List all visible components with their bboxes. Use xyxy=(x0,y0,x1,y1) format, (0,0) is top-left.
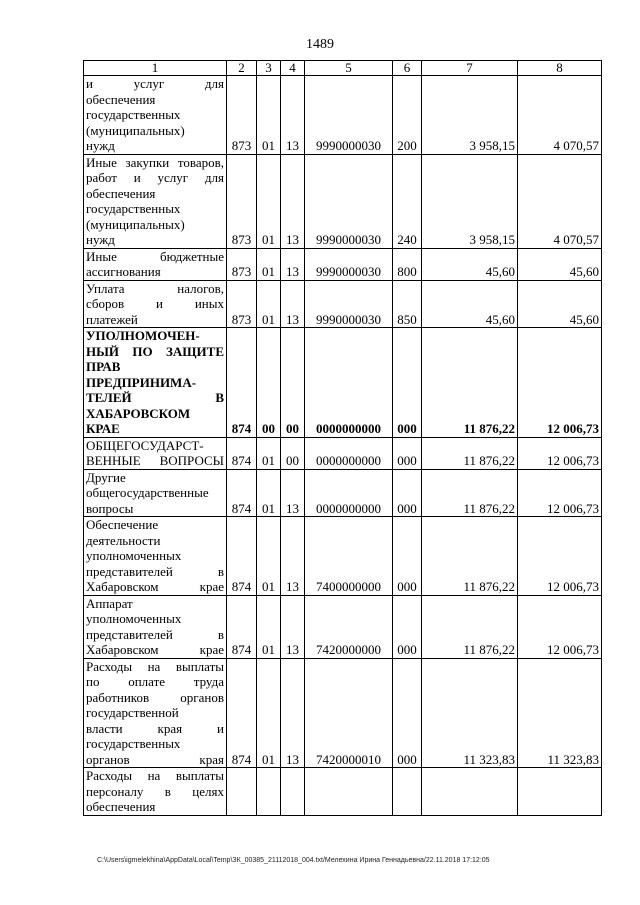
item-name-cell xyxy=(84,248,227,280)
item-name-line: (муниципальных) xyxy=(86,122,185,138)
target-article-cell: 7420000000 xyxy=(305,595,393,658)
item-name-line: (муниципальных) xyxy=(86,216,185,232)
item-name-line: государственных xyxy=(86,736,181,751)
target-article-cell: 0000000000 xyxy=(305,437,393,469)
item-name-line: представителей в xyxy=(86,626,224,642)
subsection-code-cell: 13 xyxy=(281,517,305,596)
amount-year2-cell: 12 006,73 xyxy=(518,328,602,438)
item-name-line: ПРЕДПРИНИМА- xyxy=(86,374,197,390)
amount-year1-cell: 45,60 xyxy=(422,248,518,280)
column-header: 5 xyxy=(305,61,393,76)
expense-type-cell: 000 xyxy=(393,658,422,768)
amount-year1-cell: 11 876,22 xyxy=(422,517,518,596)
expense-type-cell: 000 xyxy=(393,517,422,596)
amount-year2-cell xyxy=(518,768,602,816)
item-name-line: работ и услуг для xyxy=(86,170,224,185)
table-row xyxy=(84,328,602,438)
expense-type-cell: 850 xyxy=(393,280,422,328)
target-article-cell: 9990000030 xyxy=(305,280,393,328)
item-name-line: Расходы на выплаты xyxy=(86,658,224,674)
amount-year2-cell: 4 070,57 xyxy=(518,154,602,248)
subsection-code-cell: 00 xyxy=(281,328,305,438)
target-article-cell: 7400000000 xyxy=(305,517,393,596)
item-name-line: ХАБАРОВСКОМ xyxy=(86,405,191,421)
item-name-line: обеспечения xyxy=(86,185,156,201)
item-name-line: работников органов xyxy=(86,689,224,705)
item-name-line: Другие xyxy=(86,469,126,485)
item-name-line: государственных xyxy=(86,107,181,122)
amount-year2-cell: 45,60 xyxy=(518,248,602,280)
item-name-cell xyxy=(84,76,227,155)
department-code-cell: 874 xyxy=(227,469,257,517)
item-name-line: уполномоченных xyxy=(86,548,182,563)
item-name-line: и услуг для xyxy=(86,76,224,91)
expense-type-cell: 000 xyxy=(393,328,422,438)
table-row xyxy=(84,154,602,248)
column-header: 1 xyxy=(84,61,227,76)
item-name-line: ассигнования xyxy=(86,264,161,279)
item-name-line: по оплате труда xyxy=(86,674,224,689)
expense-type-cell: 800 xyxy=(393,248,422,280)
item-name-line: ПРАВ xyxy=(86,359,121,374)
amount-year2-cell: 12 006,73 xyxy=(518,595,602,658)
amount-year1-cell: 45,60 xyxy=(422,280,518,328)
item-name-line: государственной xyxy=(86,705,179,720)
item-name-cell xyxy=(84,768,227,816)
column-header: 3 xyxy=(257,61,281,76)
item-name-cell xyxy=(84,437,227,469)
item-name-line: сборов и иных xyxy=(86,296,224,311)
subsection-code-cell: 00 xyxy=(281,437,305,469)
subsection-code-cell: 13 xyxy=(281,658,305,768)
amount-year1-cell: 11 876,22 xyxy=(422,437,518,469)
subsection-code-cell: 13 xyxy=(281,595,305,658)
page-number: 1489 xyxy=(306,37,334,52)
item-name-cell xyxy=(84,154,227,248)
section-code-cell: 01 xyxy=(257,280,281,328)
item-name-line: нужд xyxy=(86,138,115,153)
department-code-cell: 873 xyxy=(227,280,257,328)
table-row xyxy=(84,76,602,155)
expense-type-cell: 000 xyxy=(393,469,422,517)
item-name-cell xyxy=(84,658,227,768)
section-code-cell: 00 xyxy=(257,328,281,438)
department-code-cell: 873 xyxy=(227,248,257,280)
item-name-line: уполномоченных xyxy=(86,611,182,626)
item-name-line: деятельности xyxy=(86,532,161,548)
subsection-code-cell xyxy=(281,768,305,816)
amount-year1-cell: 3 958,15 xyxy=(422,76,518,155)
budget-table xyxy=(83,60,602,816)
section-code-cell: 01 xyxy=(257,469,281,517)
section-code-cell: 01 xyxy=(257,154,281,248)
item-name-line: Хабаровском крае xyxy=(86,642,224,657)
item-name-line: ОБЩЕГОСУДАРСТ- xyxy=(86,437,204,453)
department-code-cell: 874 xyxy=(227,658,257,768)
item-name-line: общегосударственные xyxy=(86,485,209,500)
department-code-cell: 874 xyxy=(227,517,257,596)
amount-year1-cell: 11 323,83 xyxy=(422,658,518,768)
table-row xyxy=(84,280,602,328)
table-row xyxy=(84,437,602,469)
table-row xyxy=(84,658,602,768)
subsection-code-cell: 13 xyxy=(281,280,305,328)
table-row xyxy=(84,517,602,596)
item-name-cell xyxy=(84,280,227,328)
item-name-line: обеспечения xyxy=(86,799,156,814)
item-name-line: власти края и xyxy=(86,720,224,736)
department-code-cell: 874 xyxy=(227,437,257,469)
target-article-cell xyxy=(305,768,393,816)
column-header: 7 xyxy=(422,61,518,76)
file-path-footer: C:\Users\igmelekhina\AppData\Local\Temp\ЗК_00385_21112018_004.txt/Мелехина Ирина Геннадьевна/22.11.2018 17:12:05 xyxy=(97,857,490,864)
amount-year2-cell: 4 070,57 xyxy=(518,76,602,155)
item-name-cell xyxy=(84,328,227,438)
subsection-code-cell: 13 xyxy=(281,248,305,280)
table-row xyxy=(84,768,602,816)
column-header: 2 xyxy=(227,61,257,76)
section-code-cell: 01 xyxy=(257,658,281,768)
amount-year2-cell: 45,60 xyxy=(518,280,602,328)
amount-year1-cell: 3 958,15 xyxy=(422,154,518,248)
subsection-code-cell: 13 xyxy=(281,469,305,517)
item-name-line: УПОЛНОМОЧЕН- xyxy=(86,328,200,343)
target-article-cell: 0000000000 xyxy=(305,328,393,438)
department-code-cell: 873 xyxy=(227,76,257,155)
subsection-code-cell: 13 xyxy=(281,154,305,248)
amount-year1-cell xyxy=(422,768,518,816)
item-name-line: КРАЕ xyxy=(86,421,120,436)
expense-type-cell xyxy=(393,768,422,816)
amount-year2-cell: 12 006,73 xyxy=(518,437,602,469)
amount-year2-cell: 11 323,83 xyxy=(518,658,602,768)
item-name-line: ВЕННЫЕ ВОПРОСЫ xyxy=(86,453,224,468)
item-name-line: органов края xyxy=(86,751,224,767)
section-code-cell: 01 xyxy=(257,76,281,155)
target-article-cell: 7420000010 xyxy=(305,658,393,768)
column-header: 6 xyxy=(393,61,422,76)
section-code-cell xyxy=(257,768,281,816)
table-row xyxy=(84,469,602,517)
expense-type-cell: 000 xyxy=(393,437,422,469)
table-row xyxy=(84,595,602,658)
item-name-line: платежей xyxy=(86,311,138,327)
column-header: 8 xyxy=(518,61,602,76)
amount-year1-cell: 11 876,22 xyxy=(422,469,518,517)
department-code-cell xyxy=(227,768,257,816)
item-name-line: Уплата налогов, xyxy=(86,280,224,296)
expense-type-cell: 240 xyxy=(393,154,422,248)
item-name-cell xyxy=(84,469,227,517)
target-article-cell: 9990000030 xyxy=(305,154,393,248)
item-name-line: вопросы xyxy=(86,500,134,516)
item-name-line: нужд xyxy=(86,232,115,247)
column-header: 4 xyxy=(281,61,305,76)
item-name-line: Расходы на выплаты xyxy=(86,768,224,783)
amount-year2-cell: 12 006,73 xyxy=(518,469,602,517)
target-article-cell: 0000000000 xyxy=(305,469,393,517)
item-name-line: Иные закупки товаров, xyxy=(86,154,224,170)
subsection-code-cell: 13 xyxy=(281,76,305,155)
table-row xyxy=(84,248,602,280)
section-code-cell: 01 xyxy=(257,517,281,596)
amount-year1-cell: 11 876,22 xyxy=(422,328,518,438)
expense-type-cell: 200 xyxy=(393,76,422,155)
department-code-cell: 874 xyxy=(227,328,257,438)
item-name-line: НЫЙ ПО ЗАЩИТЕ xyxy=(86,343,224,359)
target-article-cell: 9990000030 xyxy=(305,248,393,280)
item-name-line: Хабаровском крае xyxy=(86,579,224,594)
column-number-row xyxy=(84,61,602,76)
section-code-cell: 01 xyxy=(257,248,281,280)
item-name-line: Обеспечение xyxy=(86,517,159,532)
item-name-line: Аппарат xyxy=(86,595,133,611)
expense-type-cell: 000 xyxy=(393,595,422,658)
item-name-line: представителей в xyxy=(86,563,224,579)
target-article-cell: 9990000030 xyxy=(305,76,393,155)
section-code-cell: 01 xyxy=(257,437,281,469)
item-name-line: Иные бюджетные xyxy=(86,248,224,264)
amount-year2-cell: 12 006,73 xyxy=(518,517,602,596)
item-name-cell xyxy=(84,595,227,658)
item-name-line: персоналу в целях xyxy=(86,783,224,799)
section-code-cell: 01 xyxy=(257,595,281,658)
amount-year1-cell: 11 876,22 xyxy=(422,595,518,658)
item-name-line: ТЕЛЕЙ В xyxy=(86,390,224,405)
item-name-line: обеспечения xyxy=(86,91,156,107)
department-code-cell: 873 xyxy=(227,154,257,248)
department-code-cell: 874 xyxy=(227,595,257,658)
item-name-line: государственных xyxy=(86,201,181,216)
item-name-cell xyxy=(84,517,227,596)
